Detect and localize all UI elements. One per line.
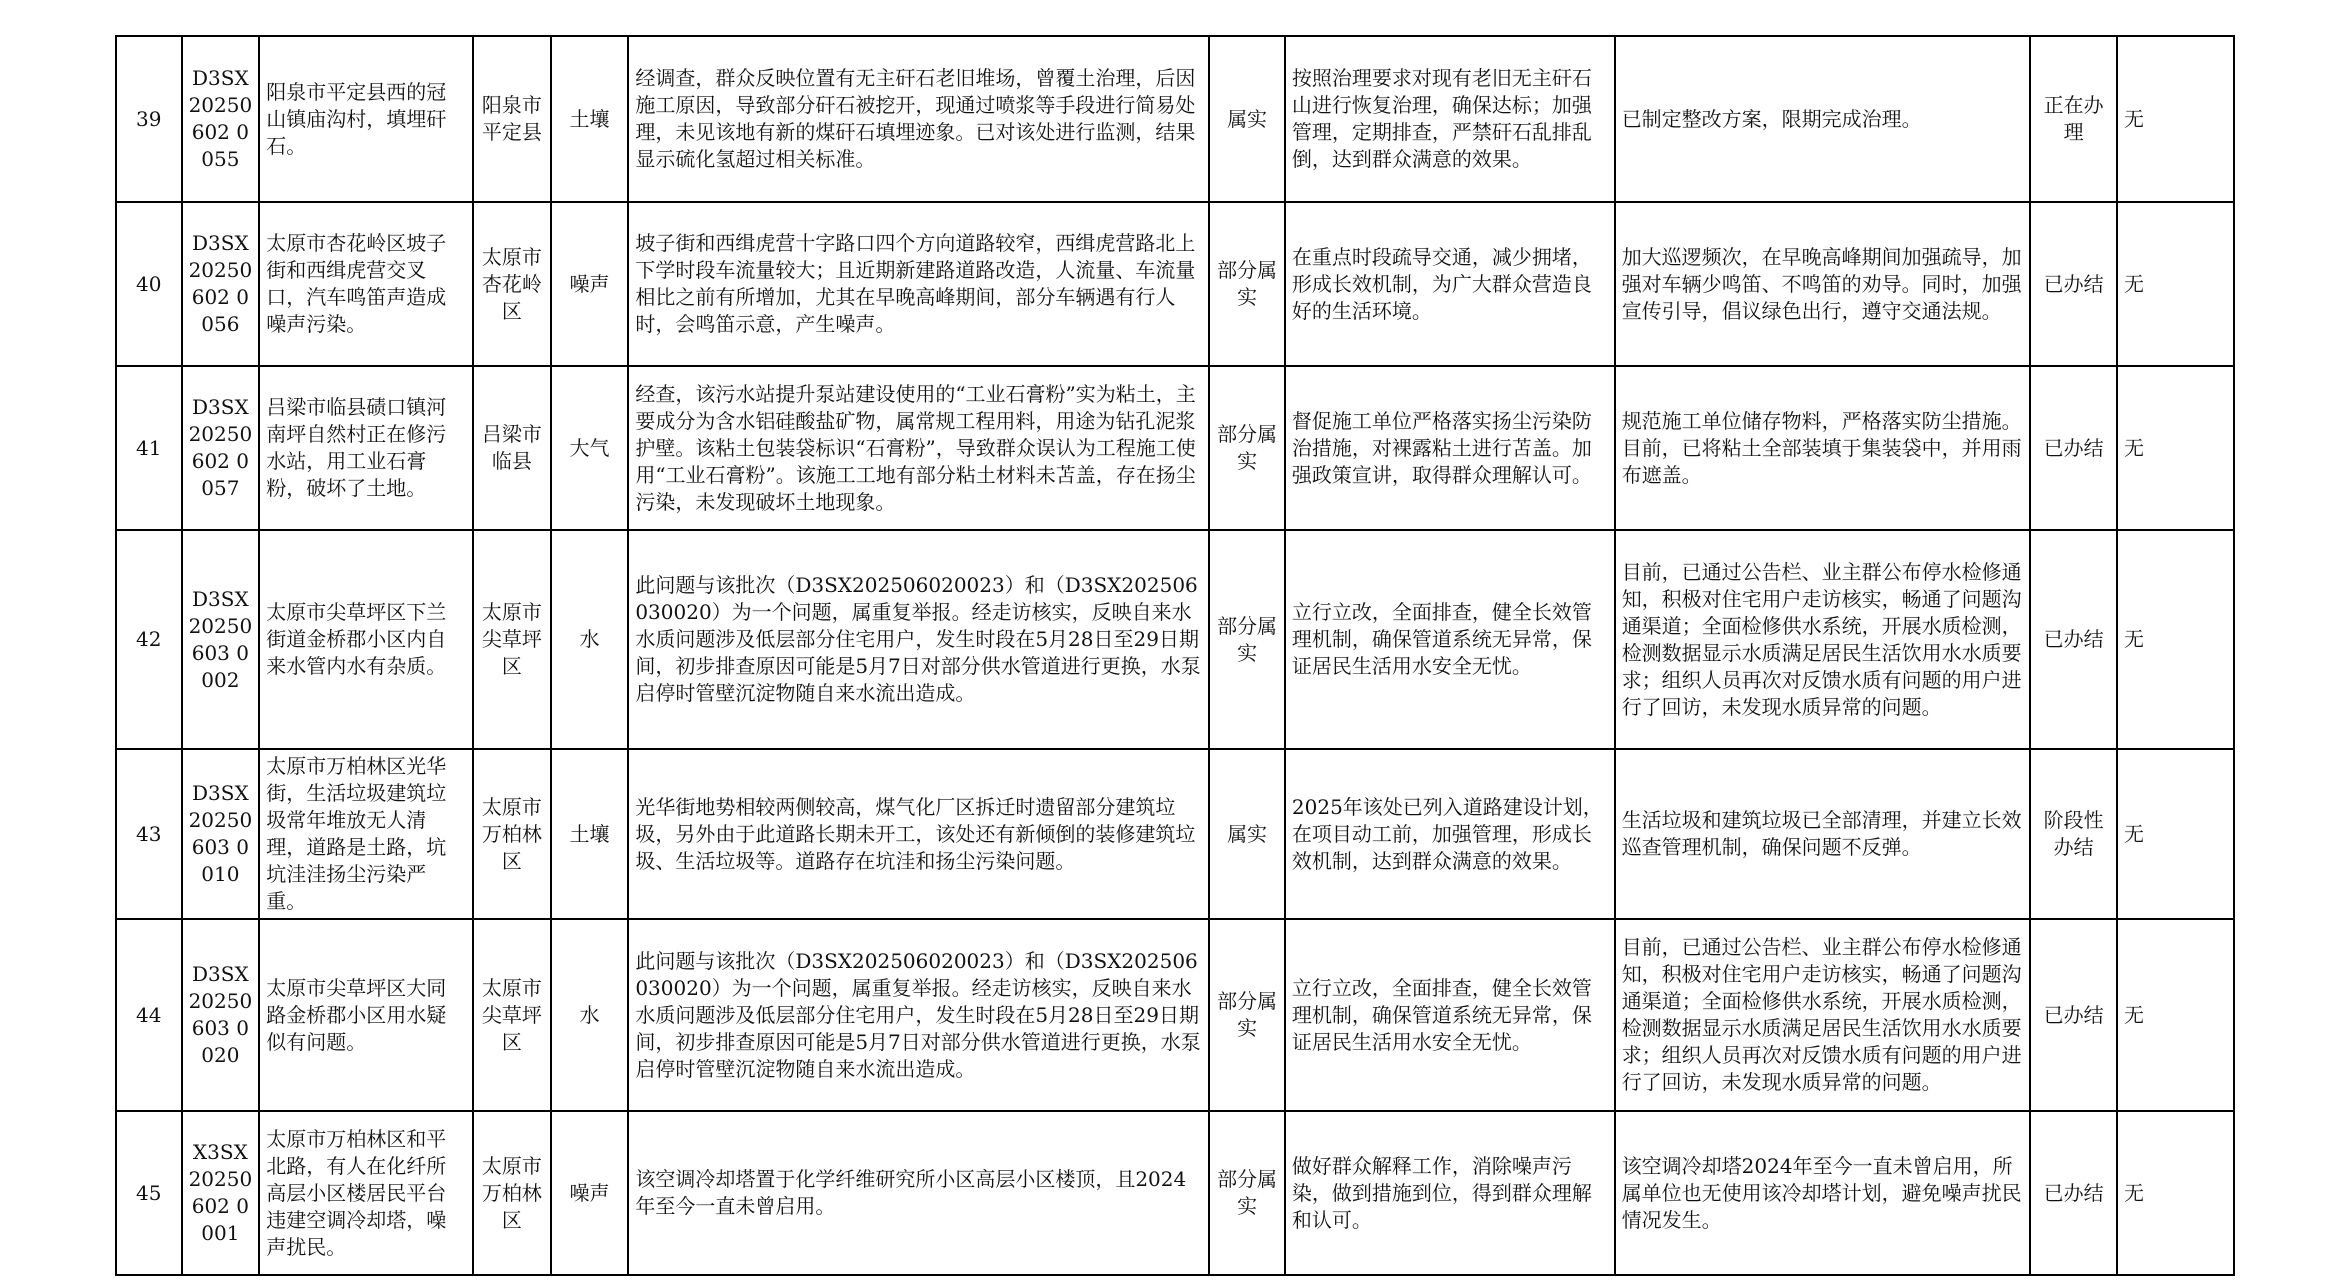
pollution-type: 水 — [551, 530, 629, 749]
verification-result: 部分属实 — [1209, 366, 1285, 530]
rectification-measures: 在重点时段疏导交通，减少拥堵，形成长效机制，为广大群众营造良好的生活环境。 — [1285, 202, 1615, 366]
issue-description: 太原市尖草坪区下兰街道金桥郡小区内自来水管内水有杂质。 — [259, 530, 473, 749]
rectification-progress: 生活垃圾和建筑垃圾已全部清理，并建立长效巡查管理机制，确保问题不反弹。 — [1615, 749, 2031, 919]
row-number: 43 — [116, 749, 182, 919]
pollution-type: 土壤 — [551, 749, 629, 919]
issue-description: 阳泉市平定县西的冠山镇庙沟村，填埋矸石。 — [259, 36, 473, 202]
issue-description: 太原市杏花岭区坡子街和西缉虎营交叉口，汽车鸣笛声造成噪声污染。 — [259, 202, 473, 366]
issue-description: 太原市尖草坪区大同路金桥郡小区用水疑似有问题。 — [259, 919, 473, 1111]
administrative-area: 太原市尖草坪区 — [473, 919, 551, 1111]
rectification-measures: 2025年该处已列入道路建设计划，在项目动工前，加强管理，形成长效机制，达到群众满意的效果。 — [1285, 749, 1615, 919]
administrative-area: 太原市杏花岭区 — [473, 202, 551, 366]
table-row — [116, 1111, 2234, 1275]
handling-status: 阶段性办结 — [2030, 749, 2117, 919]
handling-status: 已办结 — [2030, 919, 2117, 1111]
investigation-findings: 此问题与该批次（D3SX202506020023）和（D3SX202506030020）为一个问题，属重复举报。经走访核实，反映自来水水质问题涉及低层部分住宅用户，发生时段在5月28日至29日期间，初步排查原因可能是5月7日对部分供水管道进行更换，水泵启停时管壁沉淀物随自来水流出造成。 — [628, 919, 1209, 1111]
table-row — [116, 36, 2234, 202]
handling-status: 已办结 — [2030, 530, 2117, 749]
administrative-area: 太原市万柏林区 — [473, 1111, 551, 1275]
pollution-type: 大气 — [551, 366, 629, 530]
complaint-table — [115, 35, 2235, 1276]
issue-description: 太原市万柏林区和平北路，有人在化纤所高层小区楼居民平台违建空调冷却塔，噪声扰民。 — [259, 1111, 473, 1275]
verification-result: 部分属实 — [1209, 530, 1285, 749]
rectification-measures: 做好群众解释工作，消除噪声污染，做到措施到位，得到群众理解和认可。 — [1285, 1111, 1615, 1275]
accountability: 无 — [2117, 202, 2234, 366]
investigation-findings: 经查，该污水站提升泵站建设使用的“工业石膏粉”实为粘土，主要成分为含水铝硅酸盐矿物，属常规工程用料，用途为钻孔泥浆护壁。该粘土包装袋标识“石膏粉”，导致群众误认为工程施工使用“工业石膏粉”。该施工工地有部分粘土材料未苫盖，存在扬尘污染，未发现破坏土地现象。 — [628, 366, 1209, 530]
table-row — [116, 749, 2234, 919]
table-row — [116, 202, 2234, 366]
issue-description: 吕梁市临县碛口镇河南坪自然村正在修污水站，用工业石膏粉，破坏了土地。 — [259, 366, 473, 530]
row-number: 40 — [116, 202, 182, 366]
row-number: 45 — [116, 1111, 182, 1275]
pollution-type: 噪声 — [551, 1111, 629, 1275]
accountability: 无 — [2117, 366, 2234, 530]
investigation-findings: 光华街地势相较两侧较高，煤气化厂区拆迁时遗留部分建筑垃圾，另外由于此道路长期未开工，该处还有新倾倒的装修建筑垃圾、生活垃圾等。道路存在坑洼和扬尘污染问题。 — [628, 749, 1209, 919]
rectification-measures: 立行立改，全面排查，健全长效管理机制，确保管道系统无异常，保证居民生活用水安全无忧。 — [1285, 919, 1615, 1111]
administrative-area: 阳泉市平定县 — [473, 36, 551, 202]
row-number: 44 — [116, 919, 182, 1111]
rectification-measures: 立行立改，全面排查，健全长效管理机制，确保管道系统无异常，保证居民生活用水安全无忧。 — [1285, 530, 1615, 749]
investigation-findings: 该空调冷却塔置于化学纤维研究所小区高层小区楼顶，且2024年至今一直未曾启用。 — [628, 1111, 1209, 1275]
case-code: D3SX20250603 0010 — [182, 749, 260, 919]
accountability: 无 — [2117, 749, 2234, 919]
rectification-progress: 规范施工单位储存物料，严格落实防尘措施。目前，已将粘土全部装填于集装袋中，并用雨布遮盖。 — [1615, 366, 2031, 530]
handling-status: 已办结 — [2030, 366, 2117, 530]
investigation-findings: 此问题与该批次（D3SX202506020023）和（D3SX202506030020）为一个问题，属重复举报。经走访核实，反映自来水水质问题涉及低层部分住宅用户，发生时段在5月28日至29日期间，初步排查原因可能是5月7日对部分供水管道进行更换，水泵启停时管壁沉淀物随自来水流出造成。 — [628, 530, 1209, 749]
verification-result: 属实 — [1209, 36, 1285, 202]
case-code: D3SX20250602 0055 — [182, 36, 260, 202]
verification-result: 属实 — [1209, 749, 1285, 919]
case-code: D3SX20250603 0002 — [182, 530, 260, 749]
pollution-type: 水 — [551, 919, 629, 1111]
rectification-progress: 目前，已通过公告栏、业主群公布停水检修通知，积极对住宅用户走访核实，畅通了问题沟通渠道；全面检修供水系统，开展水质检测，检测数据显示水质满足居民生活饮用水水质要求；组织人员再次对反馈水质有问题的用户进行了回访，未发现水质异常的问题。 — [1615, 919, 2031, 1111]
case-code: D3SX20250602 0056 — [182, 202, 260, 366]
investigation-findings: 经调查，群众反映位置有无主矸石老旧堆场，曾覆土治理，后因施工原因，导致部分矸石被挖开，现通过喷浆等手段进行简易处理，未见该地有新的煤矸石填埋迹象。已对该处进行监测，结果显示硫化氢超过相关标准。 — [628, 36, 1209, 202]
rectification-progress: 已制定整改方案，限期完成治理。 — [1615, 36, 2031, 202]
administrative-area: 太原市万柏林区 — [473, 749, 551, 919]
accountability: 无 — [2117, 919, 2234, 1111]
pollution-type: 土壤 — [551, 36, 629, 202]
table-row — [116, 366, 2234, 530]
verification-result: 部分属实 — [1209, 202, 1285, 366]
rectification-progress: 目前，已通过公告栏、业主群公布停水检修通知，积极对住宅用户走访核实，畅通了问题沟通渠道；全面检修供水系统，开展水质检测，检测数据显示水质满足居民生活饮用水水质要求；组织人员再次对反馈水质有问题的用户进行了回访，未发现水质异常的问题。 — [1615, 530, 2031, 749]
rectification-measures: 按照治理要求对现有老旧无主矸石山进行恢复治理，确保达标；加强管理，定期排查，严禁矸石乱排乱倒，达到群众满意的效果。 — [1285, 36, 1615, 202]
administrative-area: 吕梁市临县 — [473, 366, 551, 530]
handling-status: 已办结 — [2030, 202, 2117, 366]
rectification-progress: 加大巡逻频次，在早晚高峰期间加强疏导，加强对车辆少鸣笛、不鸣笛的劝导。同时，加强宣传引导，倡议绿色出行，遵守交通法规。 — [1615, 202, 2031, 366]
row-number: 41 — [116, 366, 182, 530]
case-code: D3SX20250603 0020 — [182, 919, 260, 1111]
accountability: 无 — [2117, 1111, 2234, 1275]
issue-description: 太原市万柏林区光华街，生活垃圾建筑垃圾常年堆放无人清理，道路是土路，坑坑洼洼扬尘污染严重。 — [259, 749, 473, 919]
investigation-findings: 坡子街和西缉虎营十字路口四个方向道路较窄，西缉虎营路北上下学时段车流量较大；且近期新建路道路改造，人流量、车流量相比之前有所增加，尤其在早晚高峰期间，部分车辆遇有行人时，会鸣笛示意，产生噪声。 — [628, 202, 1209, 366]
administrative-area: 太原市尖草坪区 — [473, 530, 551, 749]
table-row — [116, 530, 2234, 749]
rectification-progress: 该空调冷却塔2024年至今一直未曾启用，所属单位也无使用该冷却塔计划，避免噪声扰民情况发生。 — [1615, 1111, 2031, 1275]
verification-result: 部分属实 — [1209, 1111, 1285, 1275]
case-code: X3SX20250602 0001 — [182, 1111, 260, 1275]
pollution-type: 噪声 — [551, 202, 629, 366]
rectification-measures: 督促施工单位严格落实扬尘污染防治措施，对裸露粘土进行苫盖。加强政策宣讲，取得群众理解认可。 — [1285, 366, 1615, 530]
accountability: 无 — [2117, 36, 2234, 202]
row-number: 39 — [116, 36, 182, 202]
row-number: 42 — [116, 530, 182, 749]
verification-result: 部分属实 — [1209, 919, 1285, 1111]
table-row — [116, 919, 2234, 1111]
accountability: 无 — [2117, 530, 2234, 749]
case-code: D3SX20250602 0057 — [182, 366, 260, 530]
handling-status: 正在办理 — [2030, 36, 2117, 202]
handling-status: 已办结 — [2030, 1111, 2117, 1275]
